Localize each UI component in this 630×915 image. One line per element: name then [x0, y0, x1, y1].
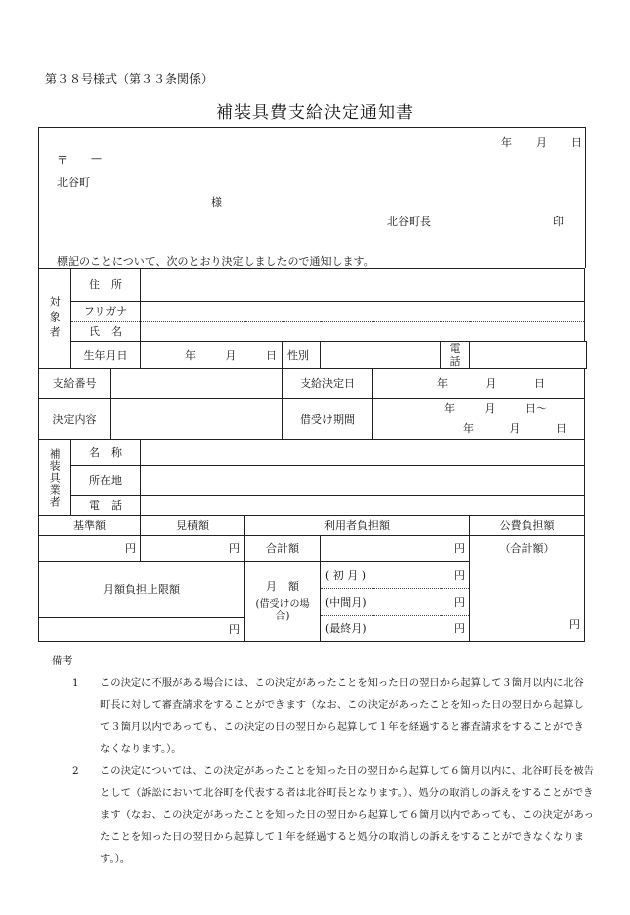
postal-dash: —: [91, 152, 102, 165]
vendor-phone-field[interactable]: [141, 496, 585, 516]
middle-month-label: (中間月): [325, 595, 367, 609]
public-yen: 円: [569, 617, 580, 631]
vendor-group-label: 補装具業者: [39, 440, 71, 516]
gender-field[interactable]: [321, 342, 441, 369]
form-number: 第３８号様式（第３３条関係）: [45, 72, 214, 86]
postal-mark: 〒: [57, 154, 68, 167]
decision-form-table: [38, 268, 587, 642]
issuer-name: 北谷町長: [387, 215, 431, 228]
decision-year: 年: [437, 377, 448, 391]
last-month-yen: 円: [454, 622, 465, 636]
vendor-location-label: 所在地: [71, 466, 141, 496]
vendor-name-label: 名 称: [71, 440, 141, 466]
total-amount-label: 合計額: [245, 536, 321, 562]
notice-date-month: 月: [536, 136, 547, 149]
furigana-label: フリガナ: [71, 302, 141, 322]
period-end-day: 日: [556, 422, 567, 436]
period-start-year: 年: [444, 402, 455, 416]
vendor-name-field[interactable]: [141, 440, 585, 466]
middle-month-yen: 円: [454, 595, 465, 609]
middle-month-field[interactable]: [321, 589, 470, 616]
monthly-amount-label: 月 額: [266, 580, 299, 594]
period-end-month: 月: [509, 422, 521, 436]
public-total-label: （合計額）: [499, 542, 555, 556]
monthly-limit-label: 月額負担上限額: [39, 562, 245, 618]
recipient-honorific: 様: [211, 196, 222, 209]
rental-period-label: 借受け期間: [283, 399, 373, 440]
period-start-day: 日～: [525, 402, 547, 416]
user-burden-label: 利用者負担額: [245, 516, 470, 536]
recipient-town: 北谷町: [57, 176, 90, 189]
standard-yen: 円: [125, 542, 136, 556]
subject-group-label: 対象者: [39, 269, 71, 369]
name-field[interactable]: [141, 322, 585, 342]
address-field[interactable]: [141, 269, 585, 302]
last-month-label: (最終月): [325, 622, 367, 636]
first-month-yen: 円: [454, 568, 465, 582]
period-end-year: 年: [463, 422, 474, 436]
rental-case-note: (借受けの場合): [255, 599, 310, 623]
remarks-section: [38, 650, 594, 870]
decision-date-label: 支給決定日: [283, 369, 373, 399]
remark-number: 1: [72, 677, 79, 689]
last-month-field[interactable]: [321, 616, 470, 642]
payment-number-field[interactable]: [111, 369, 283, 399]
first-month-field[interactable]: [321, 562, 470, 589]
public-burden-label: 公費負担額: [470, 516, 585, 536]
total-yen: 円: [454, 542, 465, 556]
standard-amount-label: 基準額: [39, 516, 141, 536]
notice-date-day: 日: [571, 136, 582, 149]
remark-text: この決定に不服がある場合には、この決定があったことを知った日の翌日から起算して３箇月以内に北谷町長に対して審査請求をすることができます（なお、この決定があったことを知った日の翌日から起算して３箇月以内であっても、この決定の日の翌日から起算して１年を経過すると審査請求をすることができなくなります。）。: [100, 677, 584, 755]
seal-mark: 印: [553, 215, 564, 228]
period-start-month: 月: [484, 402, 496, 416]
notice-date-year: 年: [501, 136, 512, 149]
furigana-field[interactable]: [141, 302, 585, 322]
payment-number-label: 支給番号: [39, 369, 111, 399]
monthly-amount-label-cell: [245, 562, 321, 642]
vendor-phone-label: 電 話: [71, 496, 141, 516]
remark-number: 2: [72, 765, 79, 777]
estimate-yen: 円: [229, 542, 240, 556]
estimate-amount-label: 見積額: [141, 516, 245, 536]
birth-date-label: 生年月日: [71, 342, 141, 369]
decision-content-field[interactable]: [111, 399, 283, 440]
name-label: 氏 名: [71, 322, 141, 342]
phone-field[interactable]: [470, 342, 587, 369]
total-amount-field[interactable]: [321, 536, 470, 562]
remark-text: この決定については、この決定があったことを知った日の翌日から起算して６箇月以内に、北谷町長を被告として（訴訟において北谷町を代表する者は北谷町長となります。）、処分の取消しの訴えをすることができます（なお、この決定があったことを知った日の翌日から起算して６箇月以内であっても、この決定があったことを知った日の翌日から起算して１年を経過すると処分の取消しの訴えをすることができなくなります。）。: [100, 765, 594, 865]
monthly-limit-yen: 円: [229, 623, 240, 637]
birth-date-field[interactable]: [141, 342, 283, 369]
decision-content-label: 決定内容: [39, 399, 111, 440]
gender-label: 性別: [283, 342, 321, 369]
notice-header-box: [38, 127, 586, 268]
monthly-limit-field[interactable]: [39, 618, 245, 642]
rental-period-field[interactable]: [373, 399, 585, 440]
decision-date-field[interactable]: [373, 369, 585, 399]
standard-amount-field[interactable]: [39, 536, 141, 562]
document-title: 補装具費支給決定通知書: [216, 103, 414, 123]
remark-item-2: [38, 760, 594, 870]
birth-month: 月: [225, 348, 237, 362]
phone-label: 電話: [441, 342, 470, 369]
remark-item-1: [38, 672, 594, 760]
address-label: 住 所: [71, 269, 141, 302]
decision-month: 月: [485, 377, 497, 391]
vendor-location-field[interactable]: [141, 466, 585, 496]
birth-year: 年: [185, 348, 196, 362]
birth-day: 日: [266, 348, 277, 362]
public-burden-field[interactable]: [470, 536, 585, 642]
remarks-heading: 備考: [52, 655, 73, 667]
decision-day: 日: [534, 377, 545, 391]
estimate-amount-field[interactable]: [141, 536, 245, 562]
intro-sentence: 標記のことについて、次のとおり決定しましたので通知します。: [57, 255, 375, 268]
first-month-label: ( 初 月 ): [325, 568, 367, 582]
